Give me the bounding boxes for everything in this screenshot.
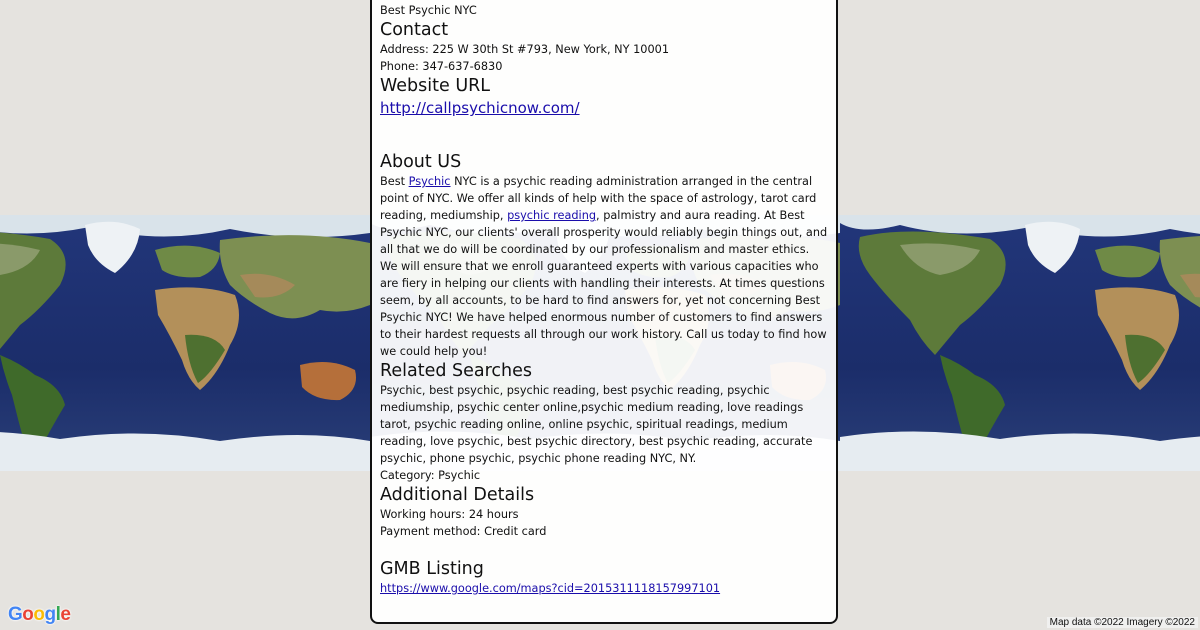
related-searches-heading: Related Searches bbox=[380, 361, 533, 381]
contact-heading: Contact bbox=[380, 20, 449, 40]
category-text: Category: Psychic bbox=[380, 469, 481, 482]
psychic-link[interactable]: Psychic bbox=[408, 175, 451, 188]
google-logo: Google bbox=[8, 604, 71, 625]
map-attribution[interactable]: Map data ©2022 Imagery ©2022 bbox=[1047, 617, 1198, 628]
about-heading: About US bbox=[380, 152, 462, 172]
gmb-listing-link[interactable]: https://www.google.com/maps?cid=2015311118157997101 bbox=[380, 582, 721, 595]
business-info-card bbox=[370, 0, 838, 624]
psychic-reading-link[interactable]: psychic reading bbox=[507, 209, 597, 222]
gmb-listing-heading: GMB Listing bbox=[380, 559, 484, 579]
related-searches-text: Psychic, best psychic, psychic reading, best psychic reading, psychic mediumship, psychic center online,psychic medium reading, love readings tarot, psychic reading online, online psychic, spiritual readings, medium reading, love psychic, best psychic directory, best psychic reading, accurate psychic, phone psychic, psychic phone reading NYC, NY. bbox=[380, 384, 813, 465]
phone-text: Phone: 347-637-6830 bbox=[380, 60, 503, 73]
website-heading: Website URL bbox=[380, 76, 491, 96]
address-text: Address: 225 W 30th St #793, New York, NY 10001 bbox=[380, 43, 670, 56]
website-link[interactable]: http://callpsychicnow.com/ bbox=[380, 99, 580, 117]
payment-method-text: Payment method: Credit card bbox=[380, 525, 547, 538]
additional-details-heading: Additional Details bbox=[380, 485, 535, 505]
working-hours-text: Working hours: 24 hours bbox=[380, 508, 519, 521]
about-paragraph-2: We will ensure that we enroll guaranteed experts with various capacities who are fiery in helping our clients with handling their interests. At times questions seem, by all accounts, to be hard to find answers for, yet not concerning Best Psychic NYC! We have helped enormous number of customers to find answers to their hardest requests all through our work history. Call us today to find how we could help you! bbox=[380, 260, 827, 358]
business-name: Best Psychic NYC bbox=[380, 4, 477, 17]
about-paragraph-1: Best Psychic NYC is a psychic reading administration arranged in the central point of NYC. We offer all kinds of help with the space of astrology, tarot card reading, mediumship, psychic reading, palmistry and aura reading. At Best Psychic NYC, our clients' overall prosperity would reliably begin things out, and all that we do will be coordinated by our professionalism and master ethics. bbox=[380, 175, 828, 256]
